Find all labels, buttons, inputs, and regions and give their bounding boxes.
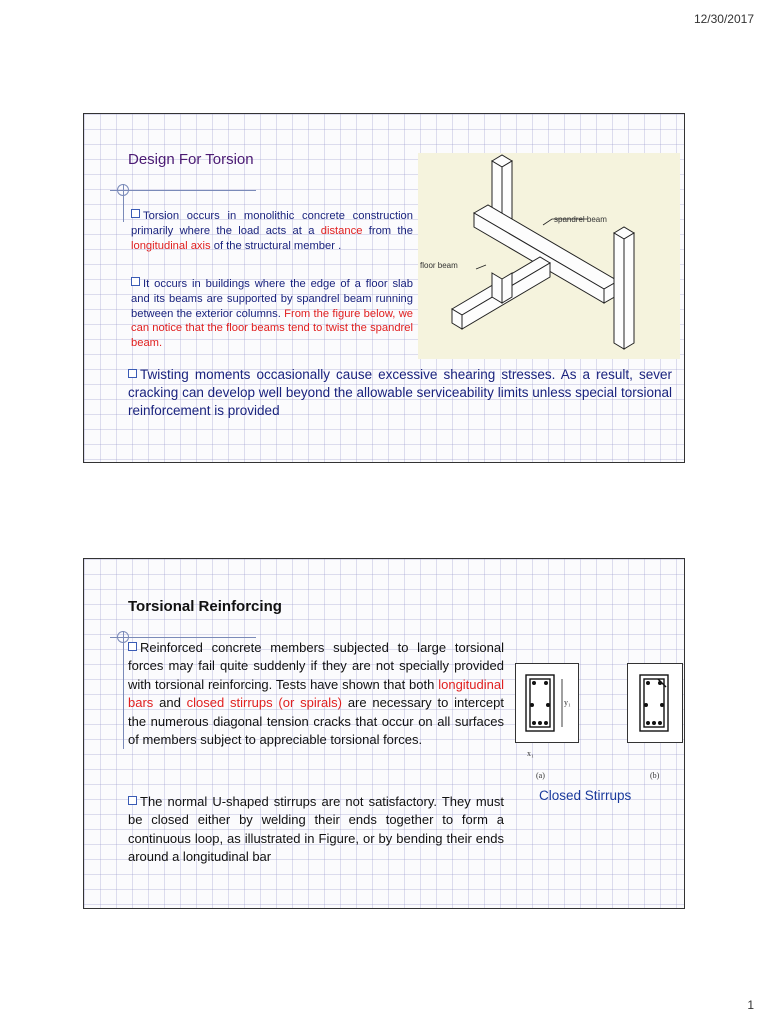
bullet-torsion-occurs: Torsion occurs in monolithic concrete construction primarily where the load acts at a distance from the longitudinal axis of the structural member . (131, 210, 413, 252)
figure-a-label: (a) (536, 771, 545, 780)
print-date: 12/30/2017 (693, 12, 754, 26)
crosshair-icon (117, 184, 129, 196)
page-number: 1 (747, 998, 754, 1012)
floor-beam-label: floor beam (420, 261, 458, 270)
stirrup-figure-b (627, 663, 683, 743)
bullet-buildings: It occurs in buildings where the edge of a floor slab and its beams are supported by spandrel beam running between the exterior columns. From the figure below, we can notice that the floor beams tend to twist the spandrel beam. (131, 278, 414, 350)
title-underline (110, 190, 256, 191)
y1-label: y₁ (564, 698, 571, 707)
bullet-square-icon (128, 642, 137, 651)
bullet-reinforced-concrete: Reinforced concrete members subjected to large torsional forces may fail quite suddenly if they are not specially provided with torsional reinforcing. Tests have shown that both longitudinal bars and closed stirrups (or spirals) are necessary to intercept the numerous diagonal tension cracks that occur on all surfaces of members subject to appreciable torsional forces. (128, 640, 504, 748)
figure-b-label: (b) (650, 771, 660, 780)
x1-label: x₁ (527, 749, 534, 758)
decor-vertical-line (123, 631, 124, 749)
slide-design-for-torsion (83, 113, 685, 463)
bullet-square-icon (128, 369, 137, 378)
closed-stirrups-caption: Closed Stirrups (539, 788, 632, 803)
bullet-u-shaped-stirrups: The normal U-shaped stirrups are not satisfactory. They must be closed either by welding their ends together to form a continuous loop, as illustrated in Figure, or by bending their ends around a longitudinal bar (128, 794, 504, 865)
slide-title: Design For Torsion (128, 151, 254, 168)
slide-title: Torsional Reinforcing (128, 598, 282, 615)
title-underline (110, 637, 256, 638)
stirrup-figure-a (515, 663, 579, 743)
slide-torsional-reinforcing (83, 558, 685, 909)
bullet-square-icon (131, 277, 140, 286)
spandrel-beam-label: spandrel beam (554, 215, 607, 224)
bullet-square-icon (128, 796, 137, 805)
bullet-square-icon (131, 209, 140, 218)
bullet-twisting-moments: Twisting moments occasionally cause excessive shearing stresses. As a result, sever cracking can develop well beyond the allowable serviceability limits unless special torsional reinforcement is provided (128, 367, 672, 418)
spandrel-beam-figure (418, 153, 680, 359)
stirrup-drawing-b (628, 664, 682, 742)
spandrel-beam-drawing (418, 153, 680, 359)
